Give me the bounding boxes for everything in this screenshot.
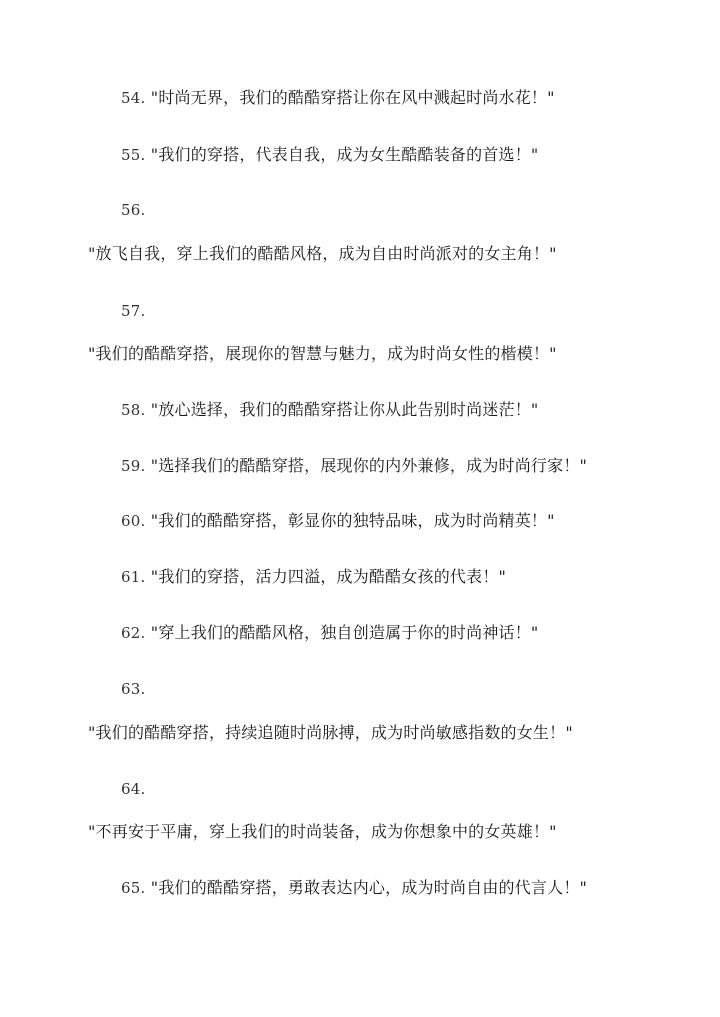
list-item-63-text [88,723,573,743]
item-number: 56. [121,201,146,219]
item-number: 62. [121,624,146,642]
list-item-57-text [88,344,557,364]
item-number: 65. [121,879,146,897]
item-number: 57. [121,302,146,320]
item-text: "穿上我们的酷酷风格，独自创造属于你的时尚神话！" [150,623,539,642]
item-text: "我们的酷酷穿搭，展现你的智慧与魅力，成为时尚女性的楷模！" [88,344,557,363]
list-item-65 [121,878,587,898]
item-number: 54. [121,89,146,107]
list-item-55 [121,145,539,165]
item-number: 60. [121,512,146,530]
item-number: 64. [121,780,146,798]
item-text: "选择我们的酷酷穿搭，展现你的内外兼修，成为时尚行家！" [150,456,588,475]
list-item-54 [121,88,555,108]
list-item-57 [121,301,145,321]
list-item-64 [121,779,145,799]
list-item-56-text [88,244,557,264]
item-number: 55. [121,146,146,164]
item-text: "我们的酷酷穿搭，勇敢表达内心，成为时尚自由的代言人！" [150,878,588,897]
list-item-64-text [88,822,557,842]
list-item-62 [121,623,539,643]
item-number: 63. [121,680,146,698]
item-number: 58. [121,401,146,419]
list-item-60 [121,511,555,531]
list-item-61 [121,567,506,587]
item-text: "我们的酷酷穿搭，持续追随时尚脉搏，成为时尚敏感指数的女生！" [88,723,573,742]
list-item-63 [121,679,145,699]
item-text: "时尚无界，我们的酷酷穿搭让你在风中溅起时尚水花！" [150,88,555,107]
item-number: 61. [121,568,146,586]
item-number: 59. [121,457,146,475]
item-text: "我们的酷酷穿搭，彰显你的独特品味，成为时尚精英！" [150,511,555,530]
item-text: "放飞自我，穿上我们的酷酷风格，成为自由时尚派对的女主角！" [88,244,557,263]
list-item-58 [121,400,539,420]
list-item-56 [121,200,145,220]
item-text: "我们的穿搭，代表自我，成为女生酷酷装备的首选！" [150,145,539,164]
item-text: "放心选择，我们的酷酷穿搭让你从此告别时尚迷茫！" [150,400,539,419]
item-text: "不再安于平庸，穿上我们的时尚装备，成为你想象中的女英雄！" [88,822,557,841]
list-item-59 [121,456,587,476]
item-text: "我们的穿搭，活力四溢，成为酷酷女孩的代表！" [150,567,507,586]
